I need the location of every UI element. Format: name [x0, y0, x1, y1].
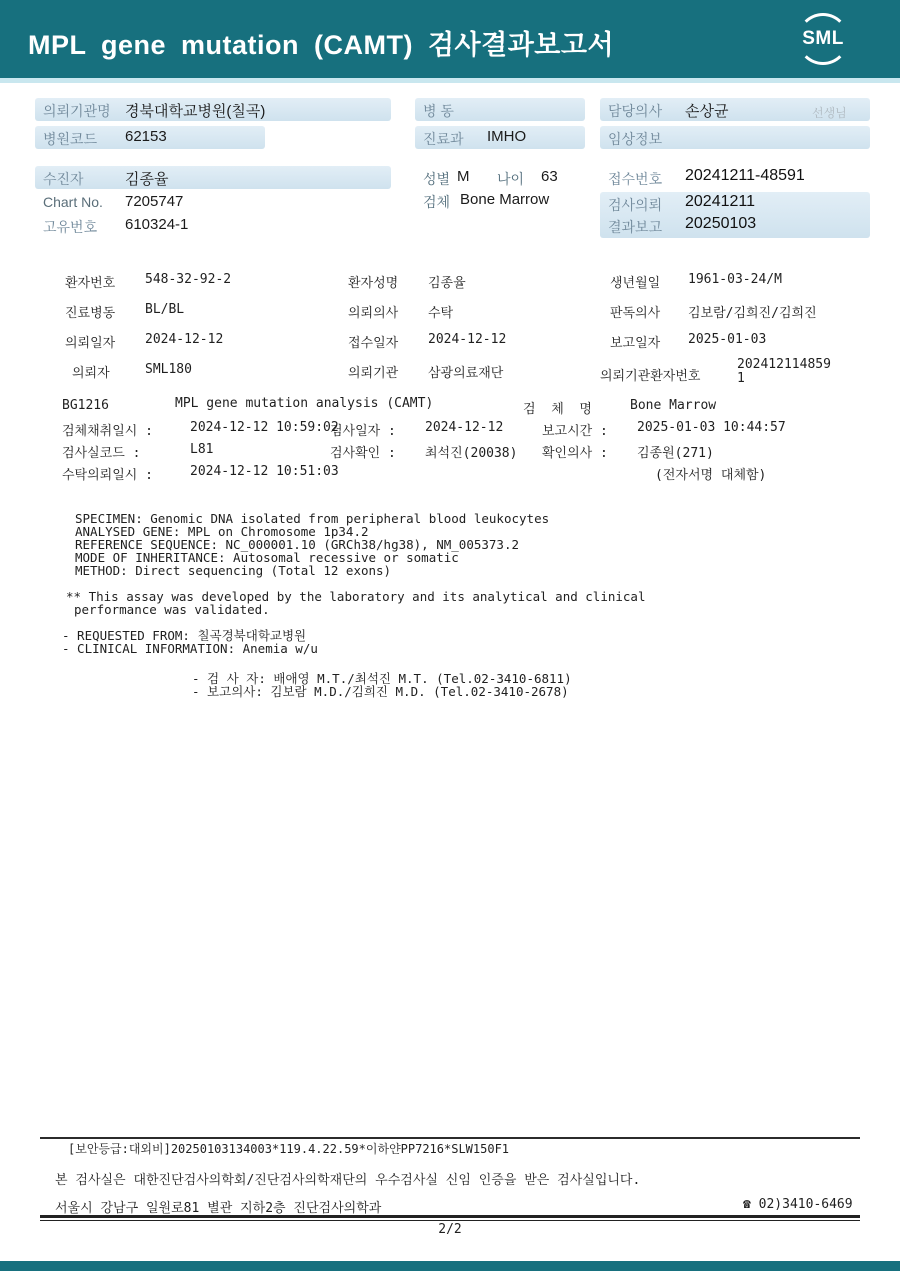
org-label: 의뢰기관명	[43, 103, 111, 119]
pt-r4-c1-value: SML180	[145, 362, 192, 377]
dept-value: IMHO	[487, 128, 527, 145]
collect-label: 검체채취일시 :	[62, 424, 154, 439]
uid-value: 610324-1	[125, 216, 189, 233]
specimen-name-label: 검 체 명	[523, 402, 592, 417]
accession-value: 20241211-48591	[685, 167, 805, 184]
doctor-suffix: 선생님	[812, 106, 847, 120]
pt-r1-c3-value: 1961-03-24/M	[688, 272, 782, 287]
labcode-label: 검사실코드 :	[62, 446, 141, 461]
doctor-label: 담당의사	[608, 103, 663, 119]
sml-logo-icon	[797, 13, 849, 65]
hosp-code-label: 병원코드	[43, 131, 98, 147]
clinical-info-line: - CLINICAL INFORMATION: Anemia w/u	[62, 641, 318, 656]
patient-field-box	[35, 166, 391, 189]
sex-value: M	[457, 168, 470, 185]
pt-r1-c3-label: 생년월일	[610, 276, 661, 291]
verify-value: 최석진(20038)	[425, 446, 518, 461]
reporttime-label: 보고시간 :	[542, 424, 608, 439]
clinical-label: 임상정보	[608, 131, 663, 147]
requested-from-line: - REQUESTED FROM: 칠곡경북대학교병원	[62, 628, 307, 643]
footer-double-rule	[40, 1215, 860, 1221]
pt-r4-c1-label: 의뢰자	[72, 366, 110, 381]
report-value: 20250103	[685, 215, 757, 232]
accession-label: 접수번호	[608, 171, 663, 187]
page-title: MPL gene mutation (CAMT) 검사결과보고서	[28, 30, 615, 60]
ward-label: 병 동	[423, 103, 454, 119]
phone-line: ☎ 02)3410-6469	[743, 1197, 853, 1212]
request-label: 검사의뢰	[608, 197, 663, 213]
test-name: MPL gene mutation analysis (CAMT)	[175, 396, 434, 411]
consign-value: 2024-12-12 10:51:03	[190, 464, 339, 479]
pt-r2-c1-label: 진료병동	[65, 306, 116, 321]
body-method-line: METHOD: Direct sequencing (Total 12 exons)	[75, 563, 392, 578]
doctor-value: 손상균	[685, 103, 729, 120]
pt-r2-c3-label: 판독의사	[610, 306, 661, 321]
address-line: 서울시 강남구 일원로81 별관 지하2층 진단검사의학과	[55, 1201, 382, 1216]
pt-r3-c2-value: 2024-12-12	[428, 332, 507, 347]
pt-r4-c2-value: 삼광의료재단	[428, 366, 504, 381]
pt-r4-c3-value2: 1	[737, 371, 745, 386]
request-value: 20241211	[685, 193, 755, 210]
org-value: 경북대학교병원(칠곡)	[125, 103, 266, 120]
chart-value: 7205747	[125, 193, 184, 210]
footer-top-rule	[40, 1137, 860, 1139]
sml-logo-text: SML	[802, 28, 844, 49]
pt-r4-c2-label: 의뢰기관	[348, 366, 399, 381]
test-code: BG1216	[62, 398, 109, 413]
testdate-value: 2024-12-12	[425, 420, 504, 435]
patient-label: 수진자	[43, 171, 84, 187]
body-inheritance-line: MODE OF INHERITANCE: Autosomal recessive or somatic	[75, 550, 459, 565]
pt-r3-c3-value: 2025-01-03	[688, 332, 767, 347]
body-gene-line: ANALYSED GENE: MPL on Chromosome 1p34.2	[75, 524, 369, 539]
accreditation-line: 본 검사실은 대한진단검사의학회/진단검사의학재단의 우수검사실 신임 인증을 받은 검사실입니다.	[55, 1173, 641, 1188]
pt-r2-c2-label: 의뢰의사	[348, 306, 399, 321]
consign-label: 수탁의뢰일시 :	[62, 468, 154, 483]
assay-note-line2: performance was validated.	[74, 602, 270, 617]
uid-label: 고유번호	[43, 219, 98, 235]
reporttime-value: 2025-01-03 10:44:57	[637, 420, 786, 435]
confirm-label: 확인의사 :	[542, 446, 608, 461]
pt-r1-c2-label: 환자성명	[348, 276, 399, 291]
reporter-line: - 보고의사: 김보람 M.D./김희진 M.D. (Tel.02-3410-2678)	[192, 684, 569, 699]
footer-bar	[0, 1261, 900, 1271]
pt-r2-c3-value: 김보람/김희진/김희진	[688, 306, 817, 321]
report-label: 결과보고	[608, 219, 663, 235]
pt-r3-c3-label: 보고일자	[610, 336, 661, 351]
pt-r1-c2-value: 김종율	[428, 276, 466, 291]
collect-value: 2024-12-12 10:59:02	[190, 420, 339, 435]
specimen-value: Bone Marrow	[460, 191, 550, 208]
pt-r1-c1-value: 548-32-92-2	[145, 272, 232, 287]
pt-r3-c1-value: 2024-12-12	[145, 332, 224, 347]
body-refseq-line: REFERENCE SEQUENCE: NC_000001.10 (GRCh38/hg38), NM_005373.2	[75, 537, 520, 552]
pt-r1-c1-label: 환자번호	[65, 276, 116, 291]
body-specimen-line: SPECIMEN: Genomic DNA isolated from peripheral blood leukocytes	[75, 511, 550, 526]
confirm-value: 김종원(271)	[637, 446, 714, 461]
pt-r4-c3-value: 202412114859	[737, 357, 831, 372]
specimen-label: 검체	[423, 194, 451, 210]
page-number: 2/2	[438, 1222, 462, 1237]
security-line: [보안등급:대외비]20250103134003*119.4.22.59*이하얀PP7216*SLW150F1	[68, 1142, 510, 1156]
verify-label: 검사확인 :	[330, 446, 396, 461]
pt-r4-c3-label: 의뢰기관환자번호	[600, 369, 701, 384]
pt-r3-c1-label: 의뢰일자	[65, 336, 116, 351]
pt-r3-c2-label: 접수일자	[348, 336, 399, 351]
tester-line: - 검 사 자: 배애영 M.T./최석진 M.T. (Tel.02-3410-6811)	[192, 671, 572, 686]
header-divider	[0, 78, 900, 83]
labcode-value: L81	[190, 442, 214, 457]
age-value: 63	[541, 168, 558, 185]
sex-label: 성별	[423, 171, 451, 187]
pt-r2-c1-value: BL/BL	[145, 302, 185, 317]
pt-r2-c2-value: 수탁	[428, 306, 454, 321]
hosp-code-value: 62153	[125, 128, 167, 145]
age-label: 나이	[497, 171, 525, 187]
dept-label: 진료과	[423, 131, 464, 147]
specimen-name-value: Bone Marrow	[630, 398, 717, 413]
patient-value: 김종율	[125, 171, 169, 188]
testdate-label: 검사일자 :	[330, 424, 396, 439]
assay-note-line1: ** This assay was developed by the laboratory and its analytical and clinical	[66, 589, 646, 604]
chart-label: Chart No.	[43, 194, 103, 210]
esign-note: (전자서명 대체함)	[655, 468, 767, 483]
